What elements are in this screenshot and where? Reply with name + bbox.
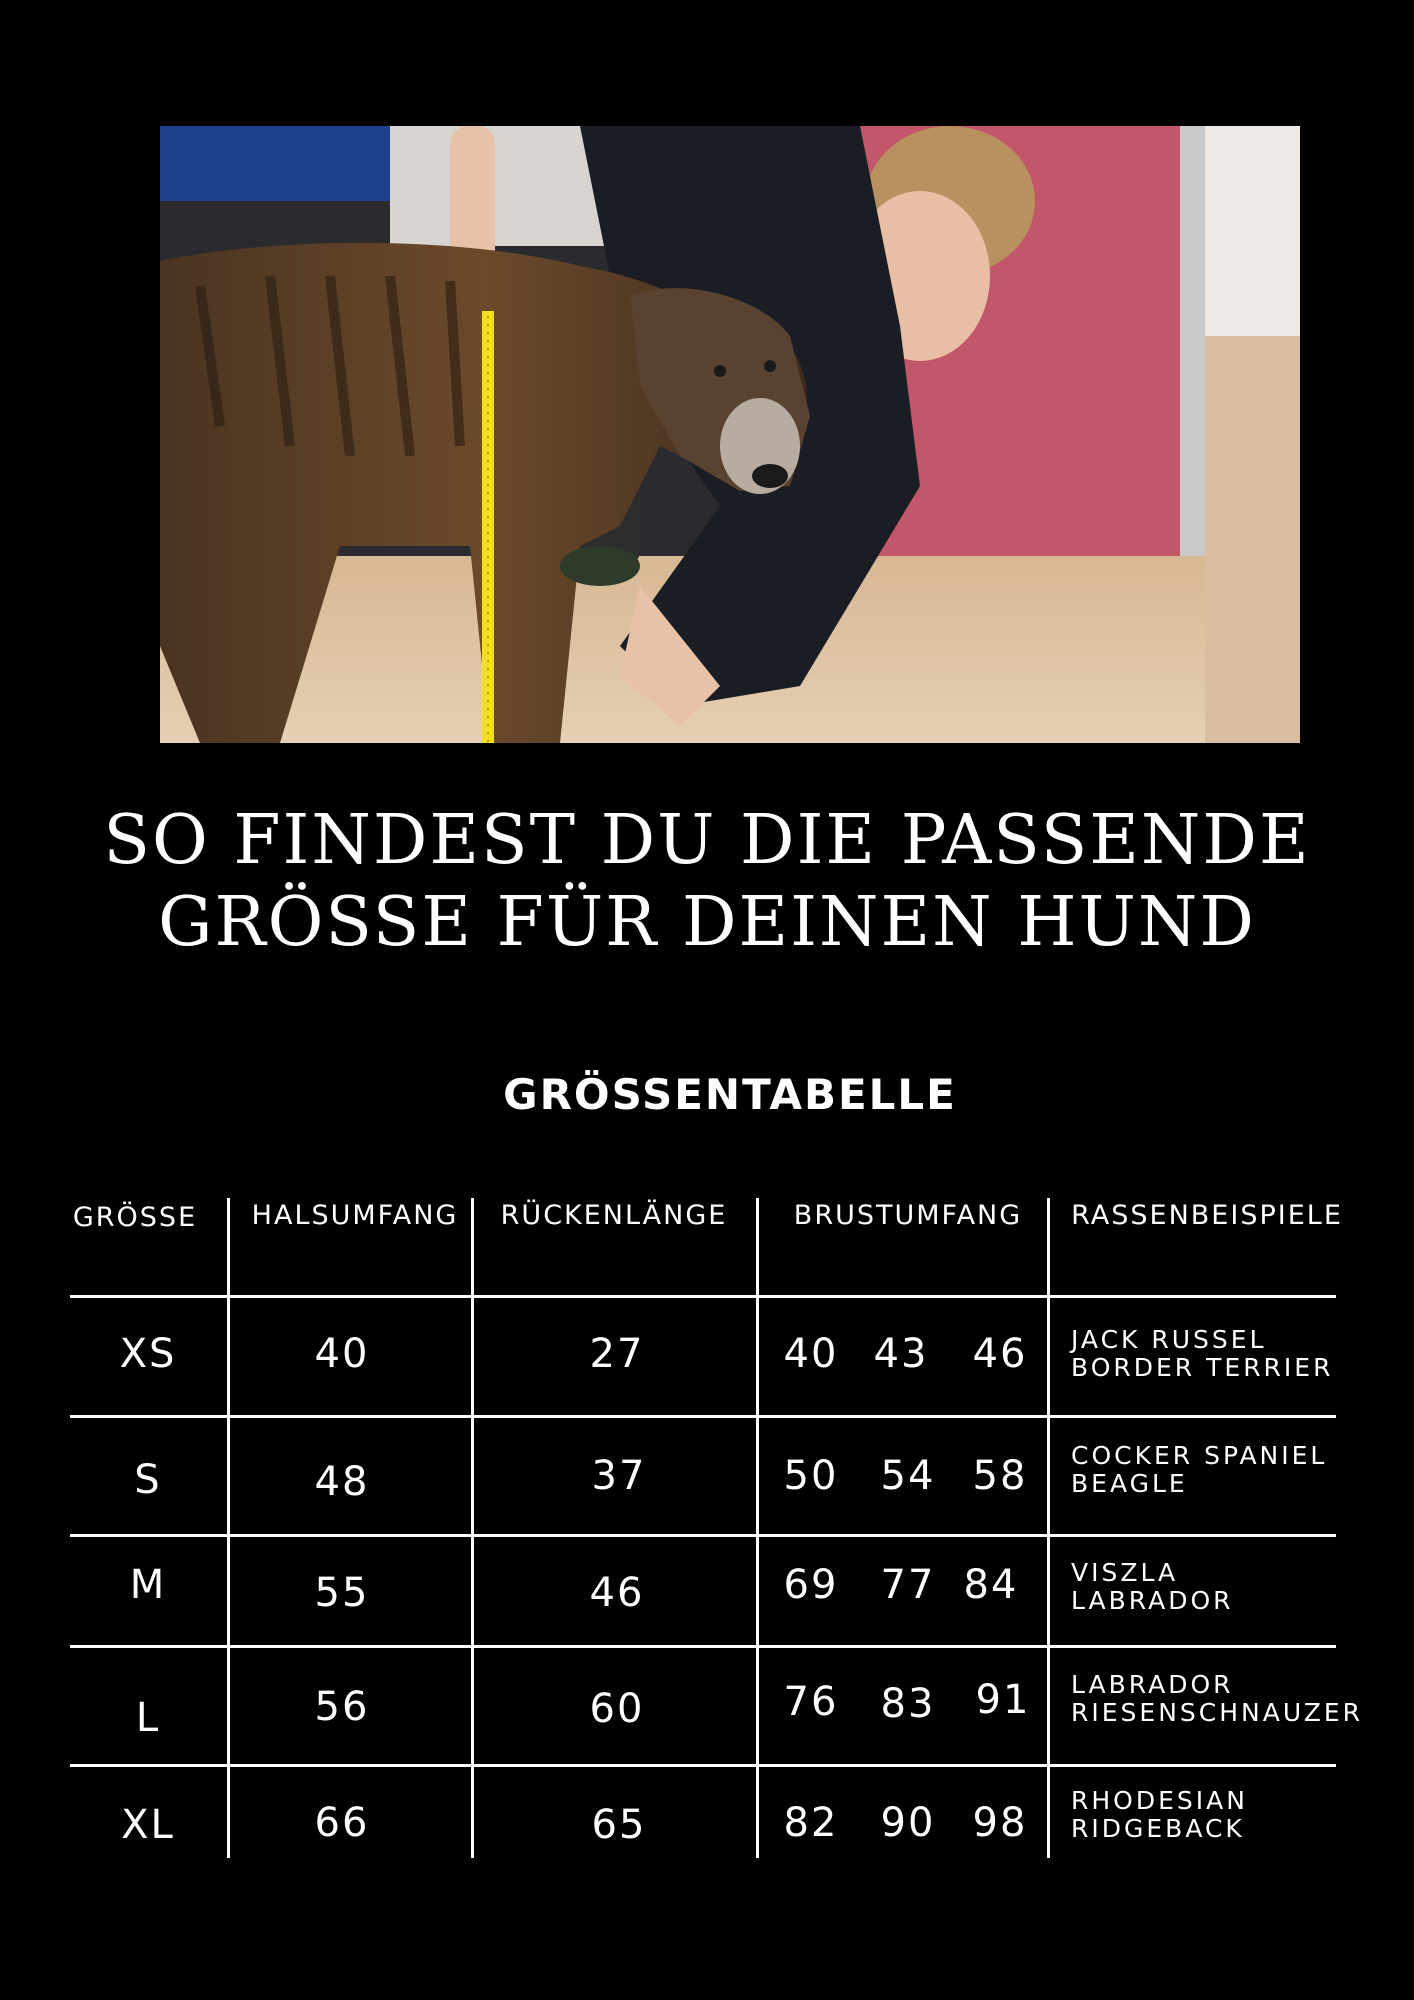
breed-line: RIDGEBACK	[1071, 1814, 1245, 1843]
chest-value: 98	[972, 1800, 1028, 1846]
back-value: 46	[589, 1570, 645, 1616]
header-breeds: RASSENBEISPIELE	[1071, 1200, 1343, 1231]
row-size: M	[129, 1562, 167, 1608]
breed-line: BEAGLE	[1071, 1469, 1188, 1498]
header-size: GRÖSSE	[72, 1202, 198, 1233]
chest-value: 40	[783, 1331, 839, 1377]
row-size: S	[134, 1457, 162, 1503]
table-divider	[1047, 1198, 1050, 1858]
table-divider	[70, 1295, 1336, 1298]
breed-examples	[1071, 1442, 1327, 1498]
breed-examples	[1071, 1326, 1333, 1382]
back-value: 65	[591, 1802, 647, 1848]
neck-value: 55	[314, 1570, 370, 1616]
table-divider	[70, 1415, 1336, 1418]
breed-examples	[1071, 1671, 1363, 1727]
page-title-line-1: SO FINDEST DU DIE PASSENDE	[103, 801, 1311, 880]
breed-line: LABRADOR	[1071, 1670, 1234, 1699]
neck-value: 40	[314, 1331, 370, 1377]
breed-examples	[1071, 1559, 1234, 1615]
chest-value: 76	[783, 1679, 839, 1725]
table-divider	[227, 1198, 230, 1858]
row-size: L	[135, 1695, 161, 1741]
header-neck: HALSUMFANG	[251, 1200, 459, 1231]
row-size: XL	[121, 1802, 175, 1848]
table-divider	[756, 1198, 759, 1858]
breed-line: VISZLA	[1071, 1558, 1179, 1587]
chest-value: 84	[963, 1562, 1019, 1608]
header-back: RÜCKENLÄNGE	[500, 1200, 728, 1231]
dog-measuring-photo-icon	[160, 126, 1300, 743]
back-value: 37	[591, 1453, 647, 1499]
hero-photo	[160, 126, 1300, 743]
chest-value: 54	[880, 1453, 936, 1499]
chest-value: 82	[783, 1800, 839, 1846]
table-divider	[70, 1764, 1336, 1767]
breed-line: JACK RUSSEL	[1071, 1325, 1267, 1354]
table-divider	[70, 1645, 1336, 1648]
page-title-line-2: GRÖSSE FÜR DEINEN HUND	[158, 883, 1256, 962]
breed-line: RHODESIAN	[1071, 1786, 1248, 1815]
chest-value: 83	[880, 1681, 936, 1727]
neck-value: 66	[314, 1800, 370, 1846]
row-size: XS	[119, 1331, 177, 1377]
chest-value: 50	[783, 1453, 839, 1499]
chest-value: 46	[972, 1331, 1028, 1377]
neck-value: 56	[314, 1684, 370, 1730]
back-value: 27	[589, 1331, 645, 1377]
breed-examples	[1071, 1787, 1248, 1843]
breed-line: LABRADOR	[1071, 1586, 1234, 1615]
chest-value: 43	[873, 1331, 929, 1377]
chest-value: 91	[975, 1677, 1031, 1723]
table-divider	[471, 1198, 474, 1858]
chest-value: 69	[783, 1562, 839, 1608]
header-chest: BRUSTUMFANG	[793, 1200, 1023, 1231]
chest-value: 58	[972, 1453, 1028, 1499]
table-divider	[70, 1534, 1336, 1537]
chest-value: 90	[880, 1800, 936, 1846]
chest-value: 77	[880, 1562, 936, 1608]
breed-line: BORDER TERRIER	[1071, 1353, 1334, 1382]
page-title	[0, 800, 1414, 964]
breed-line: COCKER SPANIEL	[1071, 1441, 1328, 1470]
size-table-title: GRÖSSENTABELLE	[503, 1070, 957, 1119]
neck-value: 48	[314, 1459, 370, 1505]
back-value: 60	[589, 1686, 645, 1732]
breed-line: RIESENSCHNAUZER	[1071, 1698, 1363, 1727]
